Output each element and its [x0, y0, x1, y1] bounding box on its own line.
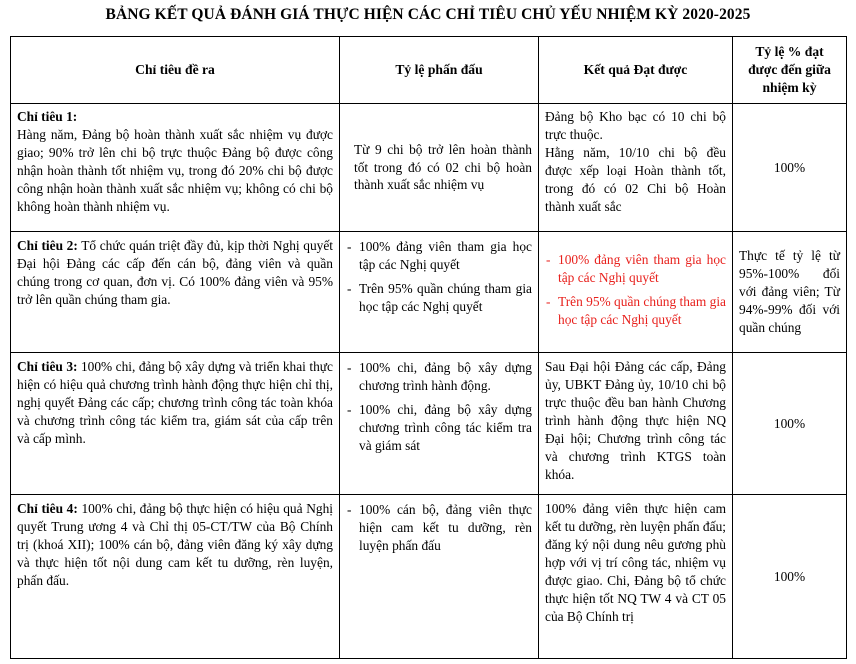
criteria-cell [11, 353, 340, 495]
rate-cell: 100% [733, 104, 847, 232]
target-item: - 100% chi, đảng bộ xây dựng chương trình công tác kiểm tra và giám sát [346, 401, 532, 455]
table-row [11, 232, 847, 353]
criteria-cell [11, 104, 340, 232]
criteria-label: Chỉ tiêu 3: [17, 359, 78, 374]
target-item: - 100% chi, đảng bộ xây dựng chương trình hành động. [346, 359, 532, 395]
header-target: Tỷ lệ phấn đấu [340, 37, 539, 104]
result-cell [539, 232, 733, 353]
header-rate: Tỷ lệ % đạt được đến giữa nhiệm kỳ [733, 37, 847, 104]
criteria-text: 100% chi, đảng bộ thực hiện có hiệu quả Nghị quyết Trung ương 4 và Chỉ thị 05-CT/TW của Bộ Chính trị (khoá XII); 100% cán bộ, đảng viên đăng ký xây dựng và thực hiện tốt nội dung cam kết tu dưỡng, rèn luyện, phấn đấu. [17, 501, 333, 588]
result-text: Hằng năm, 10/10 chi bộ đều được xếp loại Hoàn thành tốt, trong đó có 02 Chi bộ Hoàn thành xuất sắc [545, 144, 726, 214]
page-title: BẢNG KẾT QUẢ ĐÁNH GIÁ THỰC HIỆN CÁC CHỈ TIÊU CHỦ YẾU NHIỆM KỲ 2020-2025 [105, 6, 751, 23]
target-cell [340, 353, 539, 495]
result-text: Đảng bộ Kho bạc có 10 chi bộ trực thuộc. [545, 109, 726, 142]
header-result: Kết quả Đạt được [539, 37, 733, 104]
result-item: - 100% đảng viên tham gia học tập các Nghị quyết [545, 251, 726, 287]
header-criteria: Chỉ tiêu đề ra [11, 37, 340, 104]
criteria-text: Hàng năm, Đảng bộ hoàn thành xuất sắc nhiệm vụ được giao; 90% trở lên chi bộ trực thuộc Đảng bộ được công nhận hoàn thành tốt nhiệm vụ, trong đó 20% chi bộ được công nhận hoàn thành xuất sắc nhiệm vụ; không có chi bộ không hoàn thành nhiệm vụ. [17, 126, 333, 214]
target-item: - 100% đảng viên tham gia học tập các Nghị quyết [346, 238, 532, 274]
table-row [11, 353, 847, 495]
target-text: Từ 9 chi bộ trở lên hoàn thành tốt trong đó có 02 chi bộ hoàn thành xuất sắc nhiệm vụ [354, 141, 532, 193]
target-cell [340, 495, 539, 659]
target-cell [340, 104, 539, 232]
rate-cell: Thực tế tỷ lệ từ 95%-100% đối với đảng viên; Từ 94%-99% đối với quần chúng [733, 232, 847, 353]
criteria-table [10, 36, 847, 659]
table-row [11, 495, 847, 659]
criteria-cell [11, 232, 340, 353]
criteria-label: Chỉ tiêu 2: [17, 238, 78, 253]
result-item: - Trên 95% quần chúng tham gia học tập các Nghị quyết [545, 293, 726, 329]
criteria-text: Tổ chức quán triệt đầy đủ, kịp thời Nghị quyết Đại hội Đảng các cấp đến cán bộ, đảng viên và quần chúng trong cơ quan, đơn vị. Có 100% đảng viên và 95% trở lên quần chúng tham gia. [17, 238, 334, 307]
result-cell [539, 495, 733, 659]
result-text: 100% đảng viên thực hiện cam kết tu dưỡng, rèn luyện phấn đấu; đăng ký nội dung nêu gương phù hợp với vị trí công tác, nhiệm vụ được giao. Chi, Đảng bộ tổ chức thực hiện tốt NQ TW 4 và CT 05 của Bộ Chính trị [545, 501, 726, 624]
criteria-cell [11, 495, 340, 659]
rate-cell: 100% [733, 353, 847, 495]
criteria-text: 100% chi, đảng bộ xây dựng và triển khai thực hiện có hiệu quả chương trình hành động thực hiện chỉ thị, nghị quyết Đảng các cấp; chương trình công tác toàn khóa và chương trình công tác kiểm tra, giám sát của cấp trên và cấp mình. [17, 359, 333, 446]
target-cell [340, 232, 539, 353]
result-text: Sau Đại hội Đảng các cấp, Đảng ủy, UBKT Đảng ủy, 10/10 chi bộ trực thuộc đều ban hành Chương trình hành động thực hiện NQ Đại hội; Chương trình công tác và chương trình KTGS toàn khóa. [545, 359, 726, 482]
result-cell [539, 104, 733, 232]
target-item: - 100% cán bộ, đảng viên thực hiện cam kết tu dưỡng, rèn luyện phấn đấu [346, 501, 532, 555]
table-row [11, 104, 847, 232]
target-item: - Trên 95% quần chúng tham gia học tập các Nghị quyết [346, 280, 532, 316]
table-header-row [11, 37, 847, 104]
criteria-label: Chỉ tiêu 4: [17, 501, 78, 516]
rate-cell: 100% [733, 495, 847, 659]
result-cell [539, 353, 733, 495]
criteria-label: Chỉ tiêu 1: [17, 109, 78, 124]
